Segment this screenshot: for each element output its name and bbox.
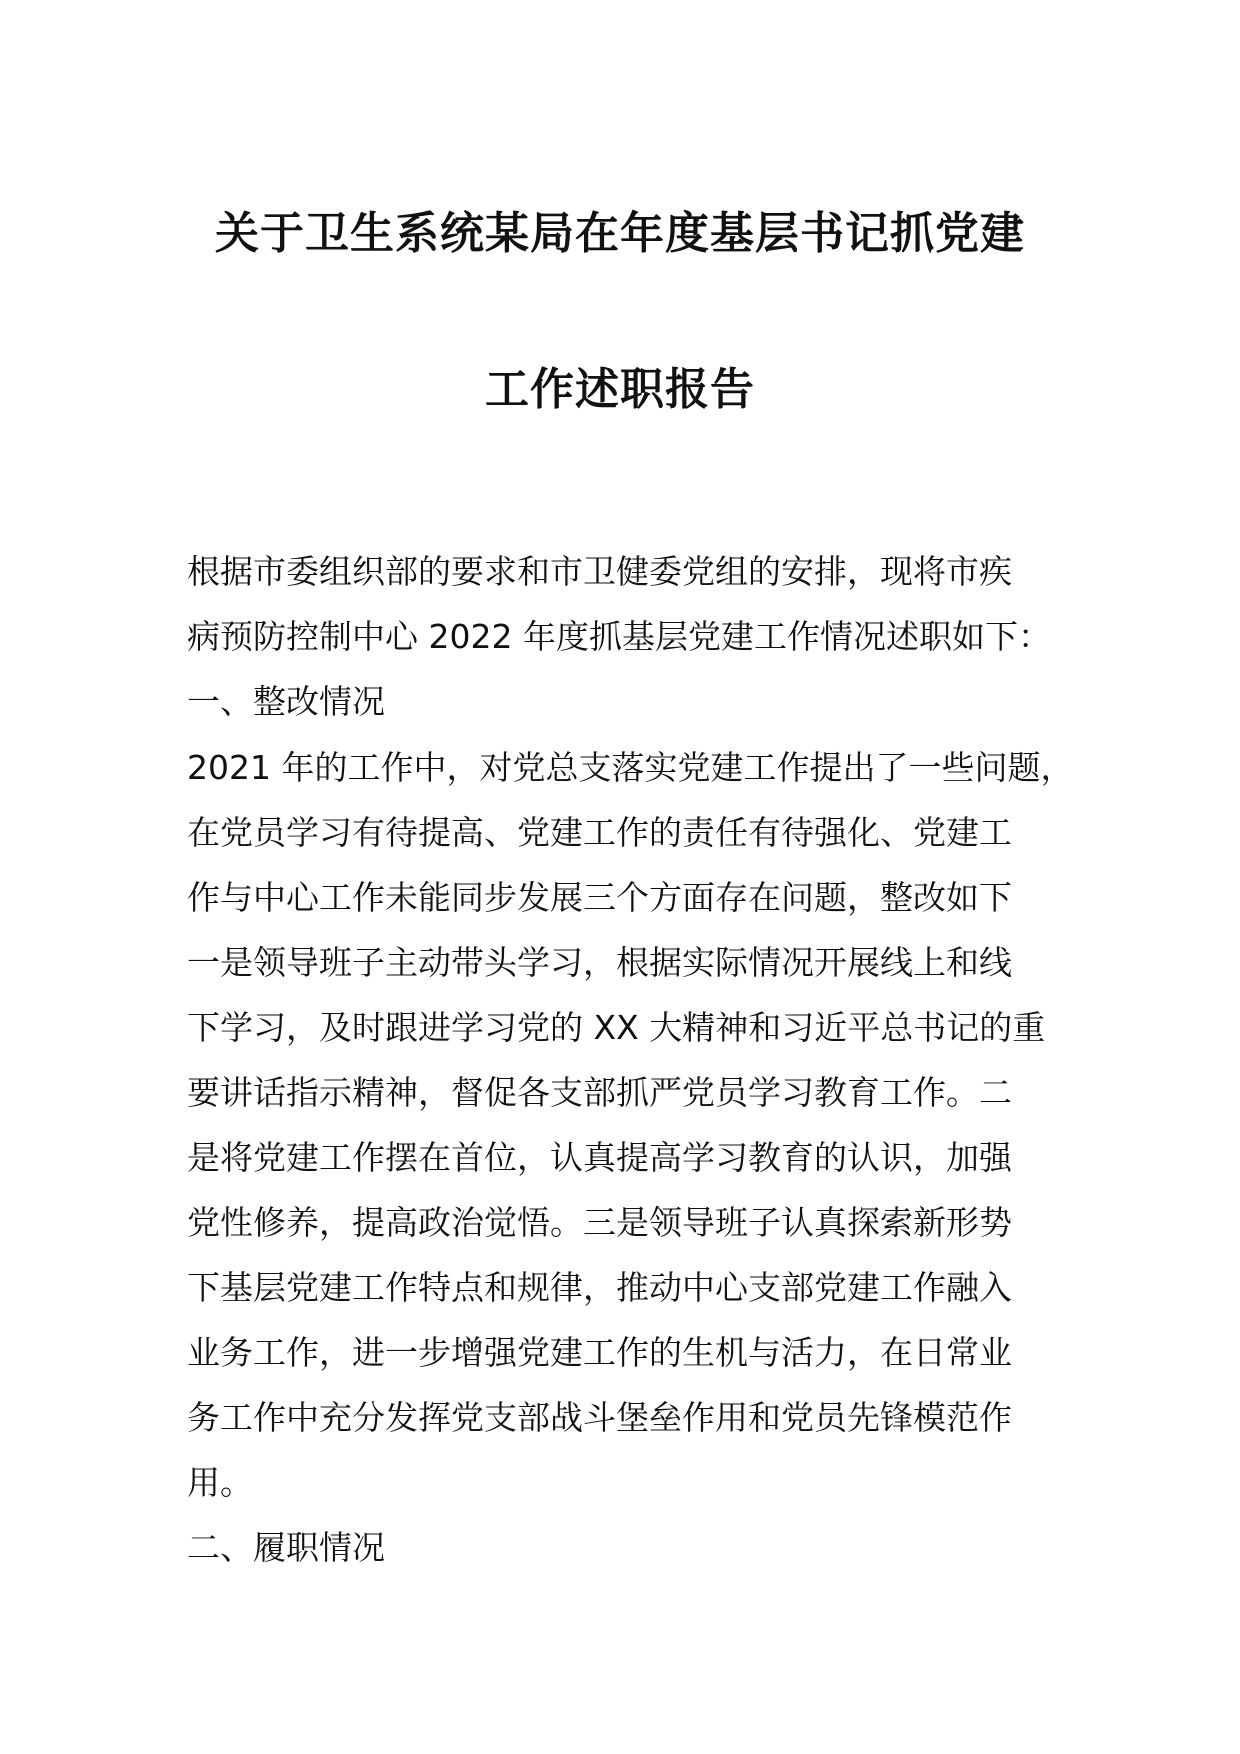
body-line: 用。	[187, 1463, 253, 1502]
section-heading: 一、整改情况	[187, 682, 385, 721]
body-line: 务工作中充分发挥党支部战斗堡垒作用和党员先锋模范作	[187, 1398, 1012, 1437]
document-title-line-2: 工作述职报告	[485, 364, 755, 415]
document-title-line-1: 关于卫生系统某局在年度基层书记抓党建	[215, 208, 1025, 259]
body-line: 在党员学习有待提高、党建工作的责任有待强化、党建工	[187, 813, 1012, 852]
body-line: 党性修养，提高政治觉悟。三是领导班子认真探索新形势	[187, 1203, 1012, 1242]
body-line: 根据市委组织部的要求和市卫健委党组的安排，现将市疾	[187, 552, 1012, 591]
body-line: 2021 年的工作中，对党总支落实党建工作提出了一些问题，	[187, 748, 1074, 787]
body-line: 作与中心工作未能同步发展三个方面存在问题，整改如下	[187, 878, 1012, 917]
body-line: 要讲话指示精神，督促各支部抓严党员学习教育工作。二	[187, 1073, 1012, 1112]
section-heading: 二、履职情况	[187, 1528, 385, 1567]
body-line: 一是领导班子主动带头学习，根据实际情况开展线上和线	[187, 943, 1012, 982]
body-line: 下基层党建工作特点和规律，推动中心支部党建工作融入	[187, 1268, 1012, 1307]
body-line: 下学习，及时跟进学习党的 XX 大精神和习近平总书记的重	[187, 1008, 1046, 1047]
body-line: 病预防控制中心 2022 年度抓基层党建工作情况述职如下：	[187, 617, 1051, 656]
body-line: 是将党建工作摆在首位，认真提高学习教育的认识，加强	[187, 1138, 1012, 1177]
body-line: 业务工作，进一步增强党建工作的生机与活力，在日常业	[187, 1333, 1012, 1372]
